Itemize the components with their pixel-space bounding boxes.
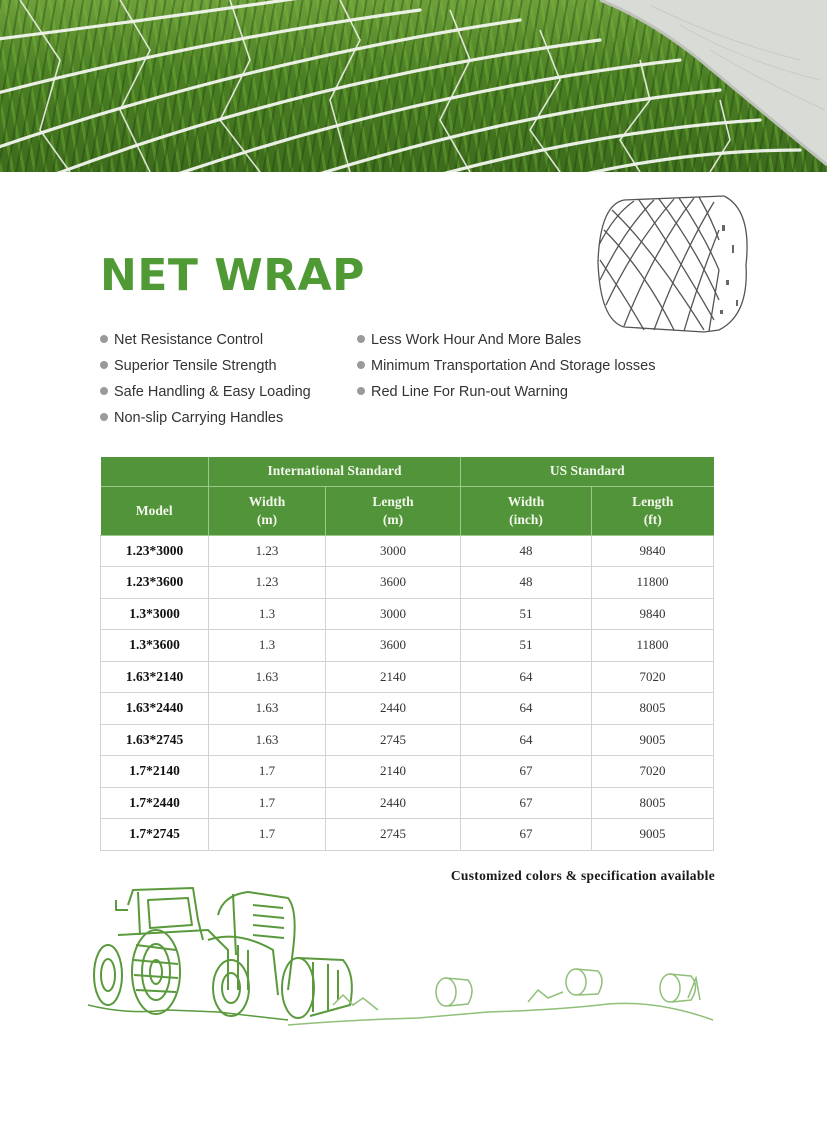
header-model: Model [101, 486, 209, 535]
net-over-grass-graphic [0, 0, 827, 172]
cell-length-ft: 9840 [592, 598, 714, 630]
cell-model: 1.7*2440 [101, 787, 209, 819]
header-width-inch: Width (inch) [461, 486, 592, 535]
cell-length-m: 2745 [326, 819, 461, 851]
cell-width-m: 1.63 [209, 724, 326, 756]
feature-item: Net Resistance Control [100, 330, 263, 350]
page-title: NET WRAP [100, 250, 365, 301]
cell-length-ft: 11800 [592, 567, 714, 599]
table-row [101, 535, 714, 567]
cell-model: 1.63*2440 [101, 693, 209, 725]
table-row [101, 630, 714, 662]
cell-model: 1.7*2140 [101, 756, 209, 788]
banner-photo [0, 0, 827, 172]
table-column-header-row [101, 486, 714, 535]
cell-model: 1.3*3600 [101, 630, 209, 662]
bullet-icon [357, 335, 365, 343]
cell-length-ft: 7020 [592, 661, 714, 693]
feature-item: Less Work Hour And More Bales [357, 330, 581, 350]
feature-list [100, 330, 720, 430]
cell-width-m: 1.3 [209, 598, 326, 630]
table-row [101, 567, 714, 599]
feature-item: Safe Handling & Easy Loading [100, 382, 311, 402]
table-row [101, 787, 714, 819]
cell-width-inch: 64 [461, 661, 592, 693]
cell-length-m: 2440 [326, 693, 461, 725]
header-us-standard: US Standard [461, 457, 714, 486]
cell-length-ft: 7020 [592, 756, 714, 788]
cell-width-inch: 51 [461, 630, 592, 662]
cell-model: 1.7*2745 [101, 819, 209, 851]
cell-length-m: 3000 [326, 535, 461, 567]
cell-width-inch: 67 [461, 756, 592, 788]
cell-length-ft: 9005 [592, 819, 714, 851]
cell-length-m: 2745 [326, 724, 461, 756]
feature-item: Non-slip Carrying Handles [100, 408, 283, 428]
cell-width-m: 1.63 [209, 661, 326, 693]
cell-model: 1.3*3000 [101, 598, 209, 630]
header-blank-cell [101, 457, 209, 486]
cell-width-inch: 67 [461, 819, 592, 851]
cell-width-inch: 48 [461, 567, 592, 599]
cell-width-m: 1.23 [209, 535, 326, 567]
cell-model: 1.63*2140 [101, 661, 209, 693]
table-group-header-row [101, 457, 714, 486]
feature-item: Red Line For Run-out Warning [357, 382, 568, 402]
bullet-icon [357, 387, 365, 395]
header-international-standard: International Standard [209, 457, 461, 486]
cell-length-ft: 9840 [592, 535, 714, 567]
cell-width-m: 1.23 [209, 567, 326, 599]
net-wrapped-bale-icon [594, 190, 754, 335]
bullet-icon [357, 361, 365, 369]
cell-model: 1.23*3600 [101, 567, 209, 599]
cell-width-m: 1.7 [209, 756, 326, 788]
table-row [101, 693, 714, 725]
cell-width-inch: 51 [461, 598, 592, 630]
cell-length-m: 3600 [326, 630, 461, 662]
table-row [101, 819, 714, 851]
bullet-icon [100, 413, 108, 421]
feature-item: Minimum Transportation And Storage losses [357, 356, 656, 376]
cell-width-m: 1.7 [209, 787, 326, 819]
bullet-icon [100, 387, 108, 395]
cell-length-m: 3000 [326, 598, 461, 630]
table-row [101, 724, 714, 756]
cell-length-m: 3600 [326, 567, 461, 599]
cell-length-m: 2140 [326, 756, 461, 788]
header-width-m: Width (m) [209, 486, 326, 535]
cell-width-inch: 48 [461, 535, 592, 567]
table-row [101, 756, 714, 788]
cell-length-m: 2440 [326, 787, 461, 819]
cell-length-ft: 8005 [592, 693, 714, 725]
cell-model: 1.23*3000 [101, 535, 209, 567]
bullet-icon [100, 361, 108, 369]
cell-width-m: 1.63 [209, 693, 326, 725]
spec-table [100, 457, 714, 851]
cell-length-ft: 9005 [592, 724, 714, 756]
cell-length-m: 2140 [326, 661, 461, 693]
header-length-m: Length (m) [326, 486, 461, 535]
customization-note: Customized colors & specification available [450, 868, 715, 883]
cell-width-inch: 64 [461, 724, 592, 756]
cell-width-m: 1.7 [209, 819, 326, 851]
cell-width-inch: 67 [461, 787, 592, 819]
bullet-icon [100, 335, 108, 343]
feature-item: Superior Tensile Strength [100, 356, 277, 376]
cell-length-ft: 8005 [592, 787, 714, 819]
header-length-ft: Length (ft) [592, 486, 714, 535]
cell-width-inch: 64 [461, 693, 592, 725]
cell-model: 1.63*2745 [101, 724, 209, 756]
table-row [101, 598, 714, 630]
cell-width-m: 1.3 [209, 630, 326, 662]
table-row [101, 661, 714, 693]
cell-length-ft: 11800 [592, 630, 714, 662]
tractor-baler-illustration [88, 880, 718, 1030]
